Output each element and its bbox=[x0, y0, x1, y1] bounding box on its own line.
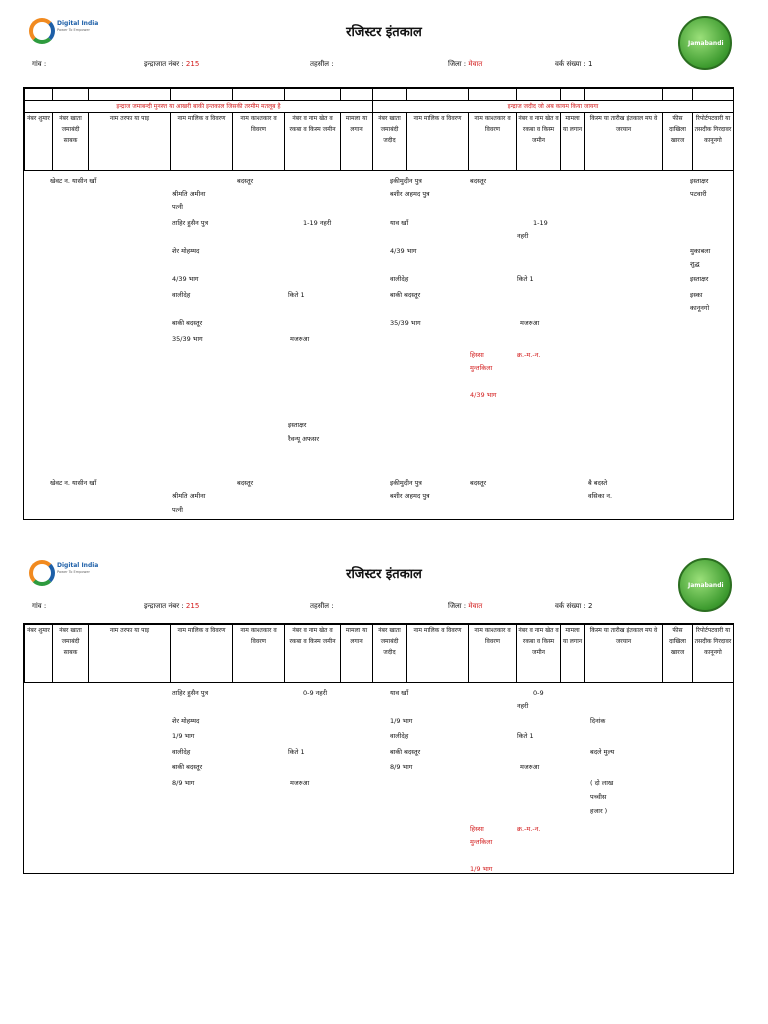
column-header: नंबर शुमार bbox=[25, 625, 53, 683]
column-header: फीस दाखिला खारज bbox=[663, 625, 693, 683]
register-entry: वालीदेह bbox=[390, 275, 409, 283]
register-entry: 1/9 भाग bbox=[390, 717, 413, 725]
register-entry: पटवारी bbox=[690, 190, 707, 198]
register-entry: मजरुआ bbox=[290, 779, 310, 787]
register-entry: नहरी bbox=[517, 232, 529, 240]
register-entry: खेवट न. यासीन खाँ bbox=[50, 177, 97, 185]
register-entry: 35/39 भाग bbox=[390, 319, 421, 327]
register-entry: रैवन्यू अफसर bbox=[288, 435, 320, 443]
column-header: नाम मालिक व विवरण bbox=[171, 625, 233, 683]
village-label: गांव : bbox=[32, 60, 47, 68]
register-entries-1 bbox=[24, 171, 733, 514]
register-entry: इस्ताक्षर bbox=[690, 275, 709, 283]
column-header: नंबर व नाम खेत व रकबा व किस्म जमीन bbox=[285, 113, 341, 171]
column-header: रिपोर्टपटवारी या तसदीक गिरदावर कानूनगो bbox=[693, 625, 734, 683]
district: जिला : मेवात bbox=[448, 60, 483, 68]
register-entry: वसिका न. bbox=[588, 492, 613, 500]
register-entry: बाकी बदस्तूर bbox=[172, 763, 203, 771]
register-entry: इस्ताक्षर bbox=[690, 177, 709, 185]
register-entry: मुन्तकिला bbox=[470, 838, 493, 846]
column-header: नाम काश्तकार व विवरण bbox=[233, 625, 285, 683]
register-entry: ( दो लाख bbox=[590, 779, 614, 787]
register-entry: इस्का bbox=[690, 291, 703, 299]
column-header: नंबर व नाम खेत व रकबा व किस्म जमीन bbox=[285, 625, 341, 683]
register-entry: बै बदस्ते bbox=[588, 479, 608, 487]
register-entry: 4/39 भाग bbox=[470, 391, 497, 399]
column-header: नाम मालिक व विवरण bbox=[171, 113, 233, 171]
register-entry: बदस्तूर bbox=[470, 177, 487, 185]
register-entry: हजार ) bbox=[590, 807, 608, 815]
register-entry: ताहिर हुसैन पुत्र bbox=[172, 219, 209, 227]
register-entry: वालीदेह bbox=[390, 732, 409, 740]
column-header: नाम काश्तकार व विवरण bbox=[469, 113, 517, 171]
register-entry: मुकाबला bbox=[690, 247, 711, 255]
tehsil-label: तहसील : bbox=[310, 602, 334, 610]
register-entry: बदस्तूर bbox=[470, 479, 487, 487]
register-entry: बदले मुल्य bbox=[590, 748, 615, 756]
register-entry: खेवट न. यासीन खाँ bbox=[50, 479, 97, 487]
intkal-number: इन्द्राजात नंबर : 215 bbox=[144, 602, 200, 610]
register-entry: 0-9 bbox=[533, 689, 544, 697]
register-entry: दिनांक bbox=[590, 717, 606, 725]
column-header: नाम तरफा या पाइ bbox=[89, 625, 171, 683]
register-entry: वालीदेह bbox=[172, 748, 191, 756]
register-entry: पच्चीस bbox=[590, 793, 607, 801]
column-header: मामला या लगान bbox=[561, 113, 585, 171]
column-header: मामला या लगान bbox=[341, 113, 373, 171]
register-entry: शेर मोहम्मद bbox=[172, 247, 200, 255]
register-entry: 4/39 भाग bbox=[390, 247, 417, 255]
register-entry: पत्नी bbox=[172, 203, 183, 211]
register-entry: इकीमुदीन पुत्र bbox=[390, 177, 422, 185]
page-title: रजिस्टर इंतकाल bbox=[346, 25, 422, 40]
register-entry: पत्नी bbox=[172, 506, 183, 514]
register-entry: 8/9 भाग bbox=[390, 763, 413, 771]
register-entry: बाकी बदस्तूर bbox=[390, 291, 421, 299]
village-label: गांव : bbox=[32, 602, 47, 610]
register-entry: इस्ताक्षर bbox=[288, 421, 307, 429]
column-header: मामला या लगान bbox=[561, 625, 585, 683]
register-entry: वालीदेह bbox=[172, 291, 191, 299]
register-table-2 bbox=[23, 623, 734, 874]
column-header: नंबर खाता जमाबंदी साबक bbox=[53, 113, 89, 171]
jamabandi-emblem-icon: Jamabandi bbox=[678, 558, 732, 612]
column-header: किस्म या तारीख इंतकाल मय वे जरयान bbox=[585, 625, 663, 683]
register-table-1 bbox=[23, 87, 734, 520]
register-entry: 4/39 भाग bbox=[172, 275, 199, 283]
register-entry: बाकी बदस्तूर bbox=[172, 319, 203, 327]
register-entry: नहरी bbox=[517, 702, 529, 710]
register-entry: 35/39 भाग bbox=[172, 335, 203, 343]
register-entry: बशीर अहमद पुत्र bbox=[390, 190, 430, 198]
register-entry: याव खाँ bbox=[390, 689, 409, 697]
column-header: किस्म या तारीख इंतकाल मय वे जरयान bbox=[585, 113, 663, 171]
register-entries-2 bbox=[24, 683, 733, 873]
column-header: नाम मालिक व विवरण bbox=[407, 113, 469, 171]
register-entry: 0-9 नहरी bbox=[303, 689, 328, 697]
register-entry: मजरुआ bbox=[520, 319, 540, 327]
register-entry: बदस्तूर bbox=[237, 177, 254, 185]
column-header: नंबर शुमार bbox=[25, 113, 53, 171]
column-header: नाम तरफा या पाइ bbox=[89, 113, 171, 171]
register-entry: मुन्तकिला bbox=[470, 364, 493, 372]
register-entry: श्रीमति अमीना bbox=[172, 492, 206, 500]
column-header: नंबर खाता जमाबंदी जदीद bbox=[373, 625, 407, 683]
register-entry: किते 1 bbox=[288, 748, 305, 756]
register-entry: क्र.-म.-न. bbox=[517, 351, 541, 359]
register-entry: याव खाँ bbox=[390, 219, 409, 227]
district: जिला : मेवात bbox=[448, 602, 483, 610]
page-title: रजिस्टर इंतकाल bbox=[346, 567, 422, 582]
register-entry: बाकी बदस्तूर bbox=[390, 748, 421, 756]
register-entry: मजरुआ bbox=[290, 335, 310, 343]
intkal-number: इन्द्राजात नंबर : 215 bbox=[144, 60, 200, 68]
register-entry: किते 1 bbox=[288, 291, 305, 299]
tehsil-label: तहसील : bbox=[310, 60, 334, 68]
column-header: नाम मालिक व विवरण bbox=[407, 625, 469, 683]
register-entry: मजरुआ bbox=[520, 763, 540, 771]
register-entry: कानूनगो bbox=[690, 304, 710, 312]
register-entry: इकीमुदीन पुत्र bbox=[390, 479, 422, 487]
register-entry: क्र.-म.-न. bbox=[517, 825, 541, 833]
register-entry: किते 1 bbox=[517, 732, 534, 740]
register-entry: ताहिर हुसैन पुत्र bbox=[172, 689, 209, 697]
register-entry: 1/9 भाग bbox=[470, 865, 493, 873]
column-header: नंबर व नाम खेत व रकबा व किस्म जमीन bbox=[517, 113, 561, 171]
register-entry: शेर मोहम्मद bbox=[172, 717, 200, 725]
note-previous-entry: इन्द्राज जमाबन्दी मुनस्त्त या आखरी बाकी इन्तकाल जिसकी तरमीम मतलूब है bbox=[25, 101, 373, 113]
page-number: वर्क संख्या : 2 bbox=[555, 602, 593, 610]
register-entry: हिस्सा bbox=[470, 825, 484, 833]
register-entry: हिस्सा bbox=[470, 351, 484, 359]
digital-india-logo: Digital India Power To Empower bbox=[27, 556, 97, 596]
register-entry: बदस्तूर bbox=[237, 479, 254, 487]
register-page-2 bbox=[0, 542, 768, 873]
register-entry: किते 1 bbox=[517, 275, 534, 283]
jamabandi-emblem-icon: Jamabandi bbox=[678, 16, 732, 70]
register-entry: 8/9 भाग bbox=[172, 779, 195, 787]
column-header: नाम काश्तकार व विवरण bbox=[469, 625, 517, 683]
column-header: नाम काश्तकार व विवरण bbox=[233, 113, 285, 171]
register-entry: श्रीमति अमीना bbox=[172, 190, 206, 198]
column-header: नंबर व नाम खेत व रकबा व किस्म जमीन bbox=[517, 625, 561, 683]
page-number: वर्क संख्या : 1 bbox=[555, 60, 593, 68]
column-header: नंबर खाता जमाबंदी जदीद bbox=[373, 113, 407, 171]
digital-india-logo: Digital India Power To Empower bbox=[27, 14, 97, 54]
column-header: फीस दाखिला खारज bbox=[663, 113, 693, 171]
column-header: रिपोर्टपटवारी या तसदीक गिरदावर कानूनगो bbox=[693, 113, 734, 171]
register-entry: शुद्ध bbox=[690, 260, 700, 268]
register-entry: 1/9 भाग bbox=[172, 732, 195, 740]
register-entry: 1-19 नहरी bbox=[303, 219, 332, 227]
register-entry: बशीर अहमद पुत्र bbox=[390, 492, 430, 500]
column-header: नंबर खाता जमाबंदी साबक bbox=[53, 625, 89, 683]
register-entry: 1-19 bbox=[533, 219, 548, 227]
column-header: मामला या लगान bbox=[341, 625, 373, 683]
note-new-entry: इन्द्राज जदीद जो अब कायम किया जायगा bbox=[373, 101, 734, 113]
